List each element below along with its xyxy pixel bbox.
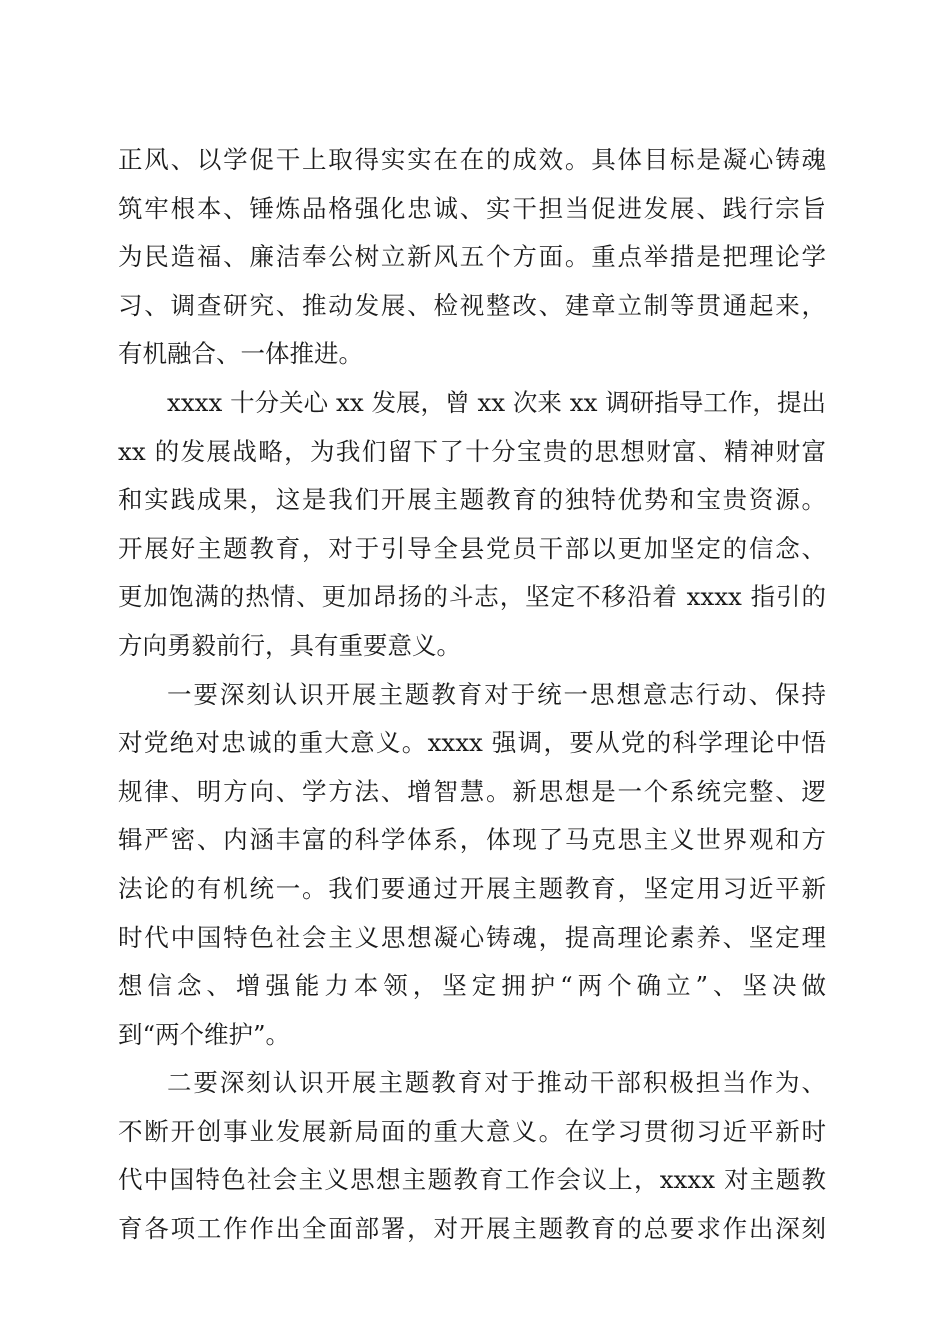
paragraph-line: 正风、以学促干上取得实实在在的成效。具体目标是凝心铸魂 bbox=[118, 145, 826, 174]
paragraph-line: 更加饱满的热情、更加昂扬的斗志，坚定不移沿着 xxxx 指引的 bbox=[118, 582, 826, 612]
paragraph-line: 方向勇毅前行，具有重要意义。 bbox=[118, 630, 461, 660]
paragraph-line: 和实践成果，这是我们开展主题教育的独特优势和宝贵资源。 bbox=[118, 485, 826, 515]
paragraph-line: 不断开创事业发展新局面的重大意义。在学习贯彻习近平新时 bbox=[118, 1116, 826, 1146]
paragraph-line: 法论的有机统一。我们要通过开展主题教育，坚定用习近平新 bbox=[118, 873, 826, 903]
paragraph-line: 对党绝对忠诚的重大意义。xxxx 强调，要从党的科学理论中悟 bbox=[118, 728, 826, 758]
paragraph-line: 有机融合、一体推进。 bbox=[118, 339, 363, 369]
paragraph-line: 时代中国特色社会主义思想凝心铸魂，提高理论素养、坚定理 bbox=[118, 922, 826, 952]
paragraph-line: 想信念、增强能力本领，坚定拥护“两个确立”、坚决做 bbox=[118, 971, 826, 1001]
paragraph-line: 为民造福、廉洁奉公树立新风五个方面。重点举措是把理论学 bbox=[118, 242, 826, 272]
paragraph-4 bbox=[118, 1059, 826, 1253]
paragraph-2 bbox=[118, 379, 826, 671]
paragraph-line: 辑严密、内涵丰富的科学体系，体现了马克思主义世界观和方 bbox=[118, 825, 826, 855]
paragraph-line: 筑牢根本、锤炼品格强化忠诚、实干担当促进发展、践行宗旨 bbox=[118, 193, 826, 223]
document-body bbox=[118, 136, 826, 1254]
paragraph-3 bbox=[118, 671, 826, 1060]
paragraph-line: 开展好主题教育，对于引导全县党员干部以更加坚定的信念、 bbox=[118, 533, 826, 563]
paragraph-line: 习、调查研究、推动发展、检视整改、建章立制等贯通起来， bbox=[118, 290, 826, 320]
paragraph-1 bbox=[118, 136, 826, 379]
paragraph-line: 到“两个维护”。 bbox=[118, 1019, 291, 1049]
paragraph-line: xx 的发展战略，为我们留下了十分宝贵的思想财富、精神财富 bbox=[118, 436, 826, 466]
paragraph-line: 二要深刻认识开展主题教育对于推动干部积极担当作为、 bbox=[167, 1068, 826, 1098]
paragraph-line: xxxx 十分关心 xx 发展，曾 xx 次来 xx 调研指导工作，提出 bbox=[167, 387, 826, 417]
paragraph-line: 一要深刻认识开展主题教育对于统一思想意志行动、保持 bbox=[167, 679, 826, 709]
paragraph-line: 规律、明方向、学方法、增智慧。新思想是一个系统完整、逻 bbox=[118, 776, 826, 806]
paragraph-line: 育各项工作作出全面部署，对开展主题教育的总要求作出深刻 bbox=[118, 1214, 826, 1244]
paragraph-line: 代中国特色社会主义思想主题教育工作会议上，xxxx 对主题教 bbox=[118, 1165, 826, 1195]
